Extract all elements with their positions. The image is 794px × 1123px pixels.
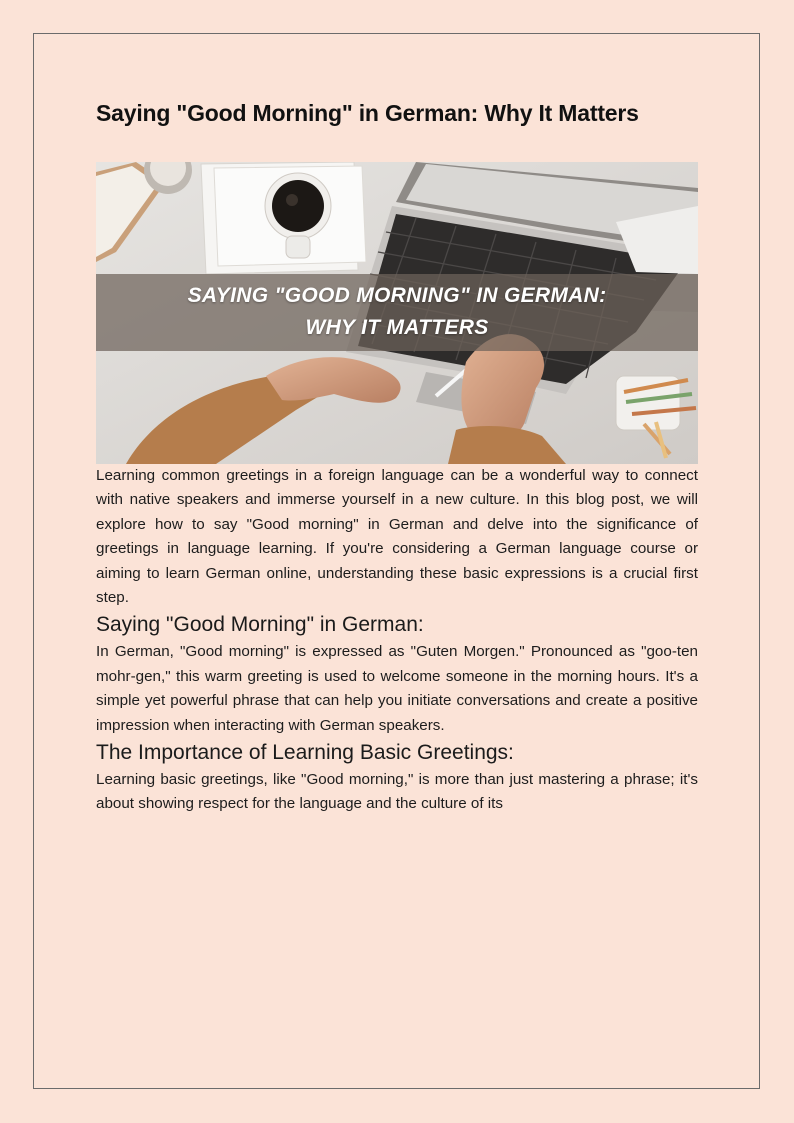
section-paragraph: In German, "Good morning" is expressed as "Guten Morgen." Pronounced as "goo-ten mohr-gen," this warm greeting is used to welcome someone in the morning hours. It's a simple yet powerful phrase that can help you initiate conversations and create a positive impression when interacting with German speakers. bbox=[96, 643, 698, 734]
hero-overlay-line-2: WHY IT MATTERS bbox=[305, 316, 489, 339]
hero-overlay-line-1: SAYING "GOOD MORNING" IN GERMAN: bbox=[187, 284, 607, 307]
intro-paragraph: Learning common greetings in a foreign language can be a wonderful way to connect with native speakers and immerse yourself in a new culture. In this blog post, we will explore how to say "Good morning" in German and delve into the significance of greetings in language learning. If you're considering a German language course or aiming to learn German online, understanding these basic expressions is a crucial first step. bbox=[96, 467, 698, 607]
section-paragraph: Learning basic greetings, like "Good morning," is more than just mastering a phrase; it's about showing respect for the language and the culture of its bbox=[96, 771, 698, 813]
section-heading: The Importance of Learning Basic Greetings: bbox=[96, 741, 514, 765]
hero-overlay-text bbox=[96, 280, 698, 344]
hero-image bbox=[96, 162, 698, 464]
document-content bbox=[96, 96, 698, 817]
section-heading: Saying "Good Morning" in German: bbox=[96, 613, 424, 637]
page-title: Saying "Good Morning" in German: Why It Matters bbox=[96, 100, 639, 126]
